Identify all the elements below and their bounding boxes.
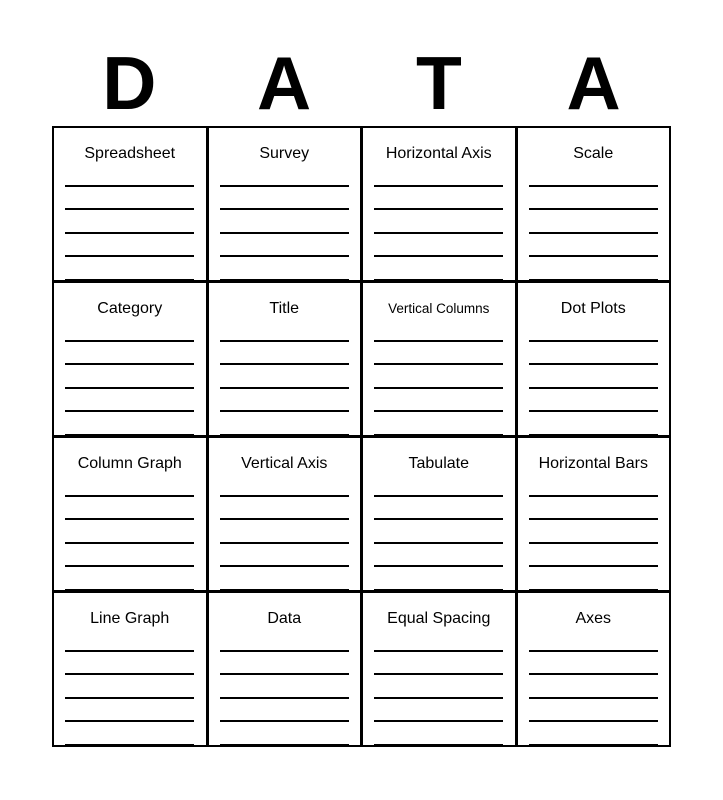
write-line — [529, 473, 658, 497]
write-line — [220, 675, 349, 699]
write-line — [65, 675, 194, 699]
write-line — [374, 234, 503, 258]
write-line — [529, 497, 658, 521]
bingo-cell-spreadsheet[interactable] — [54, 128, 206, 280]
title-letter: D — [102, 41, 157, 125]
bingo-cell-equal-spacing[interactable] — [363, 593, 515, 745]
write-line — [65, 389, 194, 413]
write-line — [374, 520, 503, 544]
write-line — [220, 567, 349, 590]
write-line — [65, 722, 194, 745]
cell-label: Title — [269, 300, 300, 317]
bingo-cell-horizontal-axis[interactable] — [363, 128, 515, 280]
write-line — [220, 187, 349, 211]
cell-label: Vertical Axis — [241, 455, 328, 472]
write-line — [220, 163, 349, 187]
write-line — [374, 365, 503, 389]
bingo-cell-vertical-columns[interactable] — [363, 283, 515, 435]
write-line — [529, 318, 658, 342]
bingo-cell-axes[interactable] — [518, 593, 670, 745]
write-line — [220, 234, 349, 258]
bingo-cell-scale[interactable] — [518, 128, 670, 280]
write-line — [529, 163, 658, 187]
write-line — [220, 318, 349, 342]
write-line — [529, 520, 658, 544]
card-title — [52, 41, 671, 125]
write-line — [65, 234, 194, 258]
bingo-cell-survey[interactable] — [209, 128, 361, 280]
write-line — [65, 567, 194, 590]
write-line — [65, 699, 194, 723]
write-line — [529, 652, 658, 676]
write-line — [65, 412, 194, 435]
cell-label: Horizontal Axis — [385, 145, 492, 162]
write-line — [65, 187, 194, 211]
bingo-cell-horizontal-bars[interactable] — [518, 438, 670, 590]
write-line — [220, 365, 349, 389]
cell-label: Data — [267, 610, 302, 627]
write-line — [374, 163, 503, 187]
bingo-cell-data[interactable] — [209, 593, 361, 745]
write-line — [374, 497, 503, 521]
write-line — [374, 652, 503, 676]
write-line — [529, 210, 658, 234]
bingo-cell-title[interactable] — [209, 283, 361, 435]
bingo-cell-line-graph[interactable] — [54, 593, 206, 745]
write-line — [374, 318, 503, 342]
write-line — [220, 389, 349, 413]
write-line — [374, 722, 503, 745]
write-line — [529, 342, 658, 366]
write-line — [529, 257, 658, 280]
write-line — [529, 234, 658, 258]
write-line — [529, 389, 658, 413]
write-line — [529, 544, 658, 568]
cell-label: Vertical Columns — [388, 301, 490, 316]
write-line — [65, 628, 194, 652]
write-line — [65, 544, 194, 568]
write-line — [65, 652, 194, 676]
write-line — [65, 210, 194, 234]
write-line — [374, 473, 503, 497]
write-line — [374, 675, 503, 699]
write-line — [529, 675, 658, 699]
write-line — [374, 257, 503, 280]
write-line — [374, 628, 503, 652]
bingo-card-grid — [52, 126, 671, 747]
cell-label: Tabulate — [408, 455, 469, 472]
bingo-cell-vertical-axis[interactable] — [209, 438, 361, 590]
write-line — [65, 473, 194, 497]
write-line — [529, 365, 658, 389]
cell-label: Survey — [259, 145, 310, 162]
write-line — [374, 187, 503, 211]
write-line — [529, 412, 658, 435]
write-line — [374, 389, 503, 413]
write-line — [529, 187, 658, 211]
bingo-cell-tabulate[interactable] — [363, 438, 515, 590]
bingo-cell-dot-plots[interactable] — [518, 283, 670, 435]
write-line — [374, 699, 503, 723]
bingo-cell-category[interactable] — [54, 283, 206, 435]
write-line — [65, 365, 194, 389]
title-letter: A — [566, 41, 621, 125]
write-line — [65, 342, 194, 366]
write-line — [65, 520, 194, 544]
write-line — [220, 520, 349, 544]
cell-label: Horizontal Bars — [538, 455, 648, 472]
write-line — [529, 699, 658, 723]
write-line — [65, 497, 194, 521]
write-line — [220, 628, 349, 652]
cell-label: Dot Plots — [560, 300, 626, 317]
write-line — [65, 257, 194, 280]
bingo-cell-column-graph[interactable] — [54, 438, 206, 590]
write-line — [220, 342, 349, 366]
write-line — [374, 210, 503, 234]
write-line — [220, 473, 349, 497]
cell-label: Axes — [575, 610, 612, 627]
write-line — [374, 544, 503, 568]
write-line — [529, 567, 658, 590]
cell-label: Spreadsheet — [84, 145, 176, 162]
cell-label: Scale — [573, 145, 614, 162]
cell-label: Equal Spacing — [387, 610, 491, 627]
cell-label: Column Graph — [77, 455, 182, 472]
write-line — [65, 163, 194, 187]
write-line — [220, 699, 349, 723]
write-line — [220, 722, 349, 745]
title-letter: T — [415, 41, 462, 125]
cell-label: Category — [97, 300, 163, 317]
write-line — [529, 628, 658, 652]
title-letter: A — [257, 41, 312, 125]
write-line — [220, 497, 349, 521]
write-line — [220, 544, 349, 568]
write-line — [220, 412, 349, 435]
write-line — [374, 567, 503, 590]
write-line — [220, 257, 349, 280]
write-line — [220, 210, 349, 234]
write-line — [374, 342, 503, 366]
write-line — [220, 652, 349, 676]
write-line — [529, 722, 658, 745]
write-line — [65, 318, 194, 342]
cell-label: Line Graph — [90, 610, 170, 627]
write-line — [374, 412, 503, 435]
